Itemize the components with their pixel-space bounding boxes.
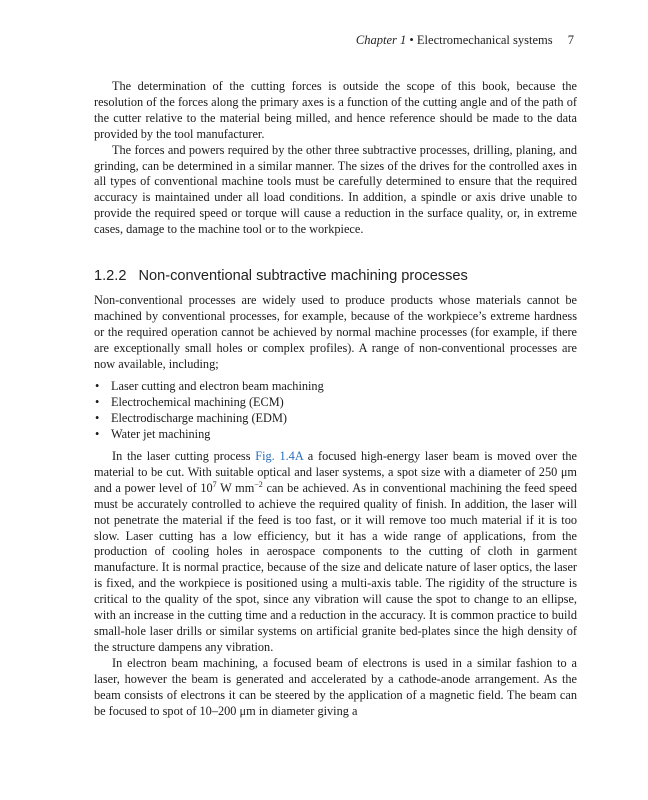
header-separator: • [409, 33, 414, 47]
list-item-text: Laser cutting and electron beam machining [111, 379, 324, 393]
list-item-text: Electrochemical machining (ECM) [111, 394, 284, 409]
exponent: −2 [254, 479, 263, 489]
section-number: 1.2.2 [94, 268, 127, 284]
paragraph: In electron beam machining, a focused beam of electrons is used in a similar fashion to a laser, however the beam is generated and accelerated by a cathode-anode arrangement. As the beam consists of electrons it can be steered by the application of a magnetic field. The beam can be focused to spot of 10–200 μm in diameter giving a [94, 655, 577, 718]
list-item [94, 411, 577, 427]
text-run: can be achieved. As in conventional machining the feed speed must be accurately controlled to achieve the required quality of finish. In addition, the laser will not penetrate the material if the feed is too fast, or it will remove too much material if it is too slow. Laser cutting has a low efficiency, but it has a wide range of applications, from the production of cooling holes in aerospace components to the cutting of cloth in garment manufacture. It is normal practice, because of the size and delicate nature of laser optics, the laser is fixed, and the workpiece is positioned using a multi-axis table. The rigidity of the structure is critical to the quality of the spot, since any vibration will cause the spot to change to an ellipse, with an increase in the cutting time and a reduction in the accuracy. It is common practice to build small-hole laser drills or similar systems on artificial granite bed-plates since the high density of the structure dampens any vibration. [94, 480, 577, 654]
text-run: In the laser cutting process [112, 449, 256, 463]
paragraph: The forces and powers required by the other three subtractive processes, drilling, planing, and grinding, can be determined in a similar manner. The sizes of the drives for the controlled axes in all types of conventional machine tools must be carefully determined to ensure that the required accuracy is maintained under all load conditions. In addition, a spindle or axis drive unable to provide the required speed or torque will cause a reduction in the surface quality, or, in extreme cases, damage to the machine tool or to the workpiece. [94, 142, 577, 237]
bullet: • [95, 379, 100, 393]
list-item [94, 395, 577, 411]
running-header [356, 33, 574, 48]
bullet: • [95, 394, 100, 409]
section-heading [94, 268, 577, 284]
process-list [94, 379, 577, 443]
section-1-text [94, 79, 577, 238]
list-item-text: Water jet machining [111, 426, 211, 441]
text-run: W mm [216, 480, 255, 495]
list-item-text: Electrodischarge machining (EDM) [111, 410, 287, 425]
section-3-text [94, 449, 577, 719]
paragraph: Non-conventional processes are widely used to produce products whose materials cannot be machined by conventional processes, for example, because of the workpiece’s extreme hardness or the required operation cannot be achieved by normal machine processes (for example, if there are exceptionally small holes or complex profiles). A range of non-conventional processes are now available, including; [94, 293, 577, 371]
header-title: Electromechanical systems [416, 33, 553, 47]
paragraph: The determination of the cutting forces is outside the scope of this book, because the resolution of the forces along the primary axes is a function of the cutting angle and of the path of the cutter relative to the material being milled, and hence reference should be made to the data provided by the tool manufacturer. [94, 79, 577, 141]
list-item [94, 379, 577, 395]
paragraph [94, 449, 577, 656]
bullet: • [95, 426, 100, 441]
list-item [94, 427, 577, 443]
text-run: a focused high-energy laser beam is moved over the material to be cut. With suitable optical and laser systems, a spot size with a diameter of 250 μm and a power level of 10 [94, 449, 577, 495]
figure-reference-link[interactable]: Fig. 1.4A [255, 449, 304, 463]
section-title: Non-conventional subtractive machining processes [138, 268, 468, 284]
page-number: 7 [567, 33, 574, 47]
bullet: • [95, 410, 100, 425]
exponent: 7 [212, 479, 217, 489]
section-2-intro [94, 293, 577, 373]
header-chapter: Chapter 1 [355, 33, 407, 47]
